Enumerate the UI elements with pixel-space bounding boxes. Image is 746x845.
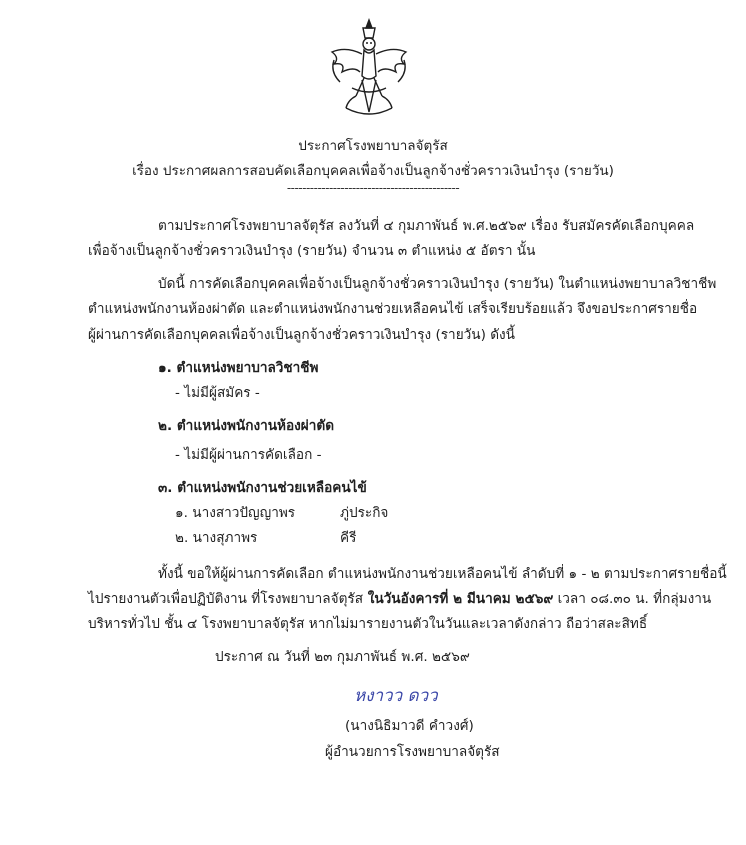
paragraph-2-line-2: ตำแหน่งพนักงานห้องผ่าตัด และตำแหน่งพนักงานช่วยเหลือคนไข้ เสร็จเรียบร้อยแล้ว จึงขอประกาศรายชื่อ	[88, 301, 698, 317]
person-first-name: นางสาวปัญญาพร	[192, 505, 296, 521]
signatory-title: ผู้อำนวยการโรงพยาบาลจัตุรัส	[325, 744, 500, 760]
report-location-text: ไปรายงานตัวเพื่อปฏิบัติงาน ที่โรงพยาบาลจัตุรัส	[88, 591, 364, 607]
signatory-name: (นางนิธิมาวดี คำวงศ์)	[345, 718, 474, 734]
person-first-name: นางสุภาพร	[192, 530, 258, 546]
handwritten-signature	[352, 681, 492, 711]
position-2-note: - ไม่มีผู้ผ่านการคัดเลือก -	[175, 447, 322, 463]
position-2-heading: ๒. ตำแหน่งพนักงานห้องผ่าตัด	[158, 418, 335, 434]
position-1-note: - ไม่มีผู้สมัคร -	[175, 385, 260, 401]
paragraph-3-line-3: บริหารทั่วไป ชั้น ๔ โรงพยาบาลจัตุรัส หากไม่มารายงานตัวในวันและเวลาดังกล่าว ถือว่าสละสิทธิ์	[88, 616, 648, 632]
position-3-heading: ๓. ตำแหน่งพนักงานช่วยเหลือคนไข้	[158, 480, 367, 496]
person-last-name: คีรี	[340, 530, 357, 546]
paragraph-2-line-3: ผู้ผ่านการคัดเลือกบุคคลเพื่อจ้างเป็นลูกจ้างชั่วคราวเงินบำรุง (รายวัน) ดังนี้	[88, 327, 515, 343]
person-number: ๒.	[175, 530, 189, 546]
paragraph-2-line-1: บัดนี้ การคัดเลือกบุคคลเพื่อจ้างเป็นลูกจ้างชั่วคราวเงินบำรุง (รายวัน) ในตำแหน่งพยาบาลวิชาชีพ	[158, 276, 717, 292]
position-1-heading: ๑. ตำแหน่งพยาบาลวิชาชีพ	[158, 360, 319, 376]
list-item	[175, 526, 257, 548]
report-date-text: ในวันอังคารที่ ๒ มีนาคม ๒๕๖๙	[363, 591, 554, 607]
garuda-emblem-icon	[326, 16, 412, 120]
list-item	[175, 501, 295, 523]
announcement-date: ประกาศ ณ วันที่ ๒๓ กุมภาพันธ์ พ.ศ. ๒๕๖๙	[215, 649, 470, 665]
person-number: ๑.	[175, 505, 188, 521]
person-last-name: ภู่ประกิจ	[340, 505, 389, 521]
announcement-subject: เรื่อง ประกาศผลการสอบคัดเลือกบุคคลเพื่อจ้างเป็นลูกจ้างชั่วคราวเงินบำรุง (รายวัน)	[132, 163, 614, 179]
separator-line: ---------------------------------------------	[286, 181, 460, 195]
svg-text:หงาวว ดวว: หงาวว ดวว	[354, 686, 438, 706]
report-time-text: เวลา ๐๘.๓๐ น. ที่กลุ่มงาน	[553, 591, 712, 607]
announcement-title: ประกาศโรงพยาบาลจัตุรัส	[298, 138, 448, 154]
paragraph-1-line-1: ตามประกาศโรงพยาบาลจัตุรัส ลงวันที่ ๔ กุมภาพันธ์ พ.ศ.๒๕๖๙ เรื่อง รับสมัครคัดเลือกบุคคล	[158, 218, 695, 234]
paragraph-3-line-1: ทั้งนี้ ขอให้ผู้ผ่านการคัดเลือก ตำแหน่งพนักงานช่วยเหลือคนไข้ ลำดับที่ ๑ - ๒ ตามประกาศรายชื่อนี้	[158, 566, 727, 582]
paragraph-3-line-2	[88, 587, 711, 609]
paragraph-1-line-2: เพื่อจ้างเป็นลูกจ้างชั่วคราวเงินบำรุง (รายวัน) จำนวน ๓ ตำแหน่ง ๕ อัตรา นั้น	[88, 243, 536, 259]
